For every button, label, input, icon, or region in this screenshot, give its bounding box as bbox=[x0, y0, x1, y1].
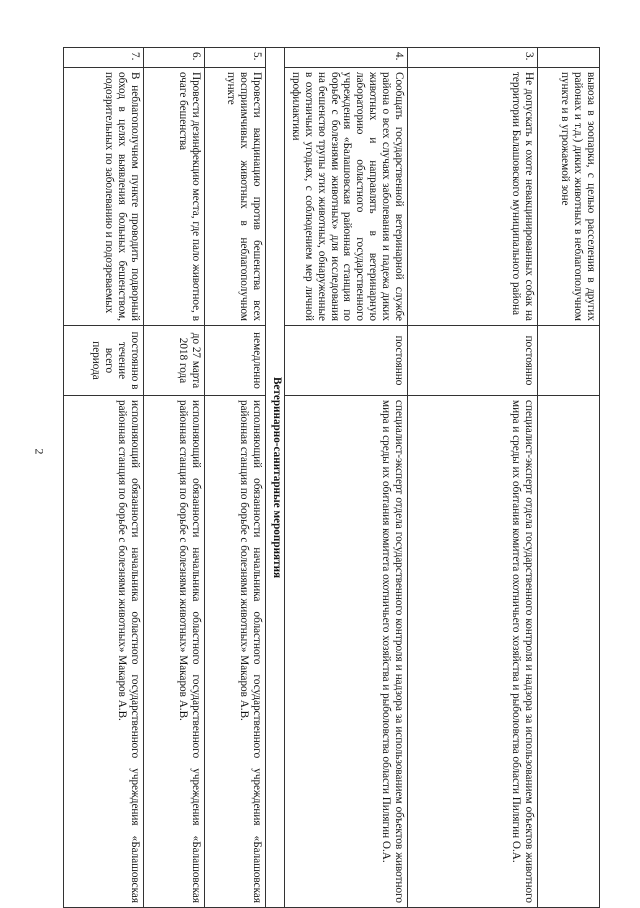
action-cell: Сообщать государственной ветеринарной службе района о всех случаях заболевания и падежа диких животных и направлять в ветеринарную лабораторию областного государственного учреждения «Балашовская районная станция по борьбе с болезнями животных» для исследования на бешенство трупы этих животных, обнаруженные в охотничьих угодьях, с соблюдением мер личной профилактики bbox=[285, 68, 408, 326]
table-row bbox=[285, 48, 408, 908]
responsible-cell: исполняющий обязанности начальника областного государственного учреждения «Балашовская районная станция по борьбе с болезнями животных» Макаров А.В. bbox=[205, 396, 266, 908]
table-row bbox=[205, 48, 266, 908]
term-cell: постоянно bbox=[285, 326, 408, 396]
responsible-cell: исполняющий обязанности начальника областного государственного учреждения «Балашовская районная станция по борьбе с болезнями животных» Макаров А.В. bbox=[64, 396, 144, 908]
section-header-row bbox=[266, 48, 285, 908]
responsible-cell: исполняющий обязанности начальника областного государственного учреждения «Балашовская районная станция по борьбе с болезнями животных» Макаров А.В. bbox=[144, 396, 205, 908]
row-number bbox=[538, 48, 600, 68]
rotated-page-content bbox=[30, 47, 600, 907]
action-cell: Провести вакцинацию против бешенства всех восприимчивых животных в неблагополучном пункте bbox=[205, 68, 266, 326]
table-row bbox=[144, 48, 205, 908]
responsible-cell: специалист-эксперт отдела государственного контроля и надзора за использованием объектов животного мира и среды их обитания комитета охотничьего хозяйства и рыболовства области Пилягин О.А. bbox=[408, 396, 538, 908]
row-number: 4. bbox=[285, 48, 408, 68]
action-cell: Провести дезинфекцию места, где пало животное, в очаге бешенства bbox=[144, 68, 205, 326]
action-cell: В неблагополучном пункте проводить подворный обход в целях выявления больных бешенством, подозрительных по заболеванию и подозреваемых bbox=[64, 68, 144, 326]
table-row bbox=[408, 48, 538, 908]
action-cell: вывоза в зоопарки, с целью расселения в других районах и т.д.) диких животных в неблагополучном пункте и в угрожаемой зоне bbox=[538, 68, 600, 326]
responsible-cell: специалист-эксперт отдела государственного контроля и надзора за использованием объектов животного мира и среды их обитания комитета охотничьего хозяйства и рыболовства области Пилягин О.А. bbox=[285, 396, 408, 908]
row-number: 6. bbox=[144, 48, 205, 68]
section-title: Ветеринарно-санитарные мероприятия bbox=[266, 48, 285, 908]
action-cell: Не допускать к охоте невакцинированных собак на территории Балашовского муниципального района bbox=[408, 68, 538, 326]
term-cell: постоянно в течение всего периода bbox=[64, 326, 144, 396]
row-number: 7. bbox=[64, 48, 144, 68]
term-cell: до 27 марта 2018 года bbox=[144, 326, 205, 396]
row-number: 5. bbox=[205, 48, 266, 68]
term-cell: постоянно bbox=[408, 326, 538, 396]
measures-table bbox=[63, 47, 600, 908]
table-row bbox=[538, 48, 600, 908]
term-cell: немедленно bbox=[205, 326, 266, 396]
page-number: 2 bbox=[32, 448, 47, 455]
term-cell bbox=[538, 326, 600, 396]
responsible-cell bbox=[538, 396, 600, 908]
row-number: 3. bbox=[408, 48, 538, 68]
table-row bbox=[64, 48, 144, 908]
